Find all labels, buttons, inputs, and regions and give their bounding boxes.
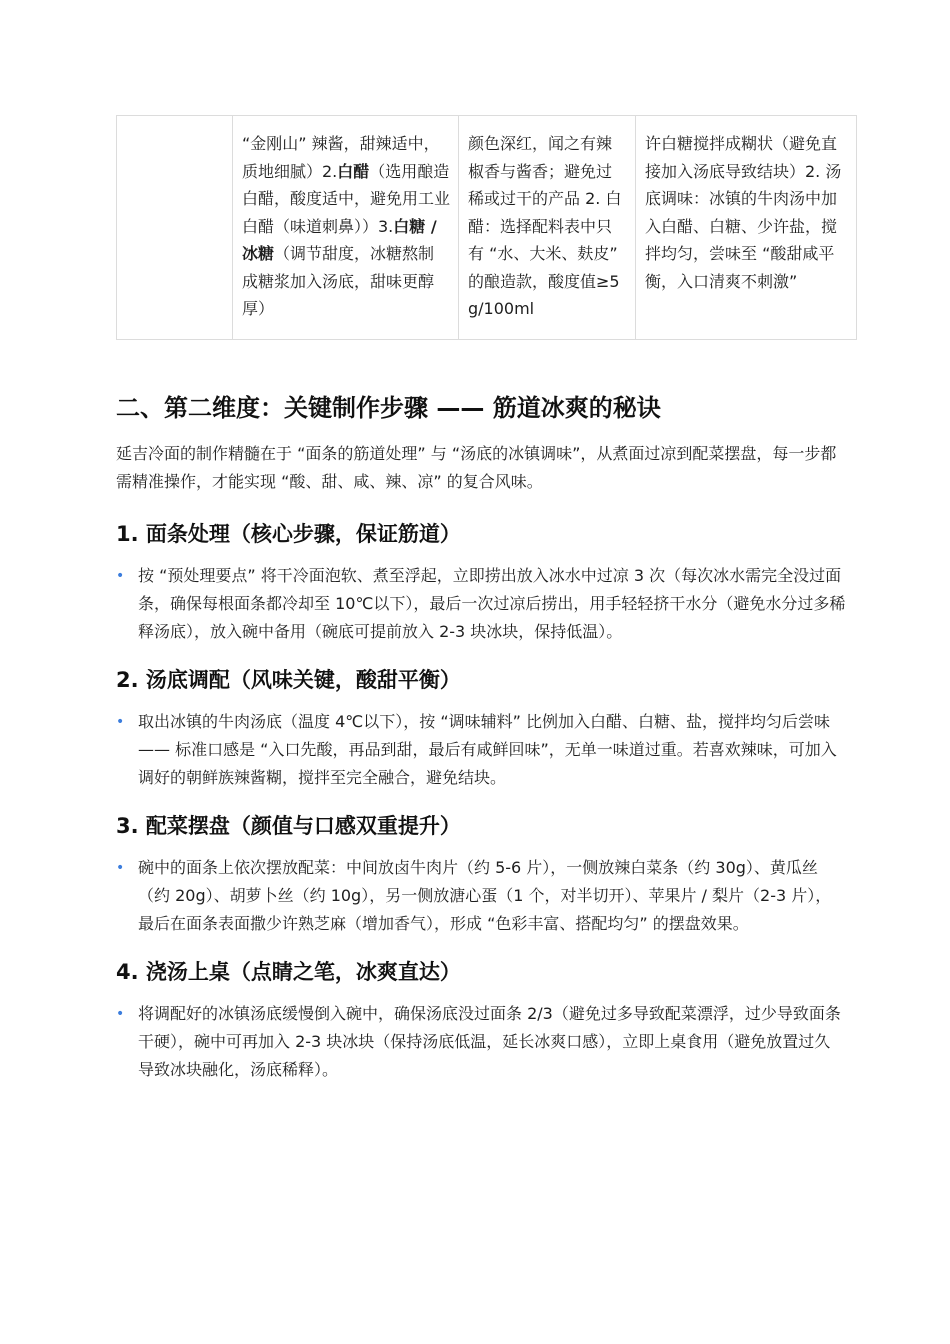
step-broth-mixing [116,664,846,792]
cell-text: “金刚山” 辣酱，甜辣适中，质地细腻）2. [242,134,440,181]
bullet-icon: • [116,568,125,584]
cell-bold-sugar: 白糖 / 冰糖 [242,216,437,263]
table-cell-category [117,116,233,340]
cell-text: （选用酿造白醋，酸度适中，避免用工业白醋（味道刺鼻））3. [242,161,451,236]
bullet-icon: • [116,714,125,730]
step-heading: 3. 配菜摆盘（颜值与口感双重提升） [116,814,461,838]
list-item-text: 将调配好的冰镇汤底缓慢倒入碗中，确保汤底没过面条 2/3（避免过多导致配菜漂浮，过少导致面条干硬），碗中可再加入 2-3 块冰块（保持汤底低温，延长冰爽口感），立即上桌食用（避免放置过久导致冰块融化，汤底稀释）。 [138,1004,841,1079]
table-cell-usage: 许白糖搅拌成糊状（避免直接加入汤底导致结块）2. 汤底调味：冰镇的牛肉汤中加入白醋、白糖、少许盐，搅拌均匀，尝味至 “酸甜咸平衡，入口清爽不刺激” [636,116,857,340]
cell-text: （调节甜度，冰糖熬制成糖浆加入汤底，甜味更醇厚） [242,244,435,318]
list-item [116,562,846,646]
step-heading: 4. 浇汤上桌（点睛之笔，冰爽直达） [116,960,461,984]
bullet-list [116,562,846,646]
bullet-list [116,1000,846,1084]
table-row [117,116,857,340]
document-body [116,390,846,1102]
table-cell-selection-tips: 颜色深红，闻之有辣椒香与酱香；避免过稀或过干的产品 2. 白醋：选择配料表中只有 “水、大米、麸皮” 的酿造款，酸度值≥5g/100ml [459,116,636,340]
step-heading: 2. 汤底调配（风味关键，酸甜平衡） [116,668,461,692]
bullet-icon: • [116,1006,125,1022]
step-plating [116,810,846,938]
bullet-list [116,708,846,792]
step-serving [116,956,846,1084]
section-intro: 延吉冷面的制作精髓在于 “面条的筋道处理” 与 “汤底的冰镇调味”，从煮面过凉到配菜摆盘，每一步都需精准操作，才能实现 “酸、甜、咸、辣、凉” 的复合风味。 [116,444,837,491]
ingredient-table [116,115,857,340]
list-item-text: 取出冰镇的牛肉汤底（温度 4℃以下），按 “调味辅料” 比例加入白醋、白糖、盐，搅拌均匀后尝味 —— 标准口感是 “入口先酸，再品到甜，最后有咸鲜回味”，无单一味道过重。若喜欢辣味，可加入调好的朝鲜族辣酱糊，搅拌至完全融合，避免结块。 [138,712,837,787]
bullet-icon: • [116,860,125,876]
step-heading: 1. 面条处理（核心步骤，保证筋道） [116,522,461,546]
table-cell-ingredients [233,116,459,340]
section-heading: 二、第二维度：关键制作步骤 —— 筋道冰爽的秘诀 [116,394,661,422]
list-item [116,854,846,938]
list-item-text: 碗中的面条上依次摆放配菜：中间放卤牛肉片（约 5-6 片），一侧放辣白菜条（约 30g）、黄瓜丝（约 20g）、胡萝卜丝（约 10g），另一侧放溏心蛋（1 个，对半切开）、苹果片 / 梨片（2-3 片），最后在面条表面撒少许熟芝麻（增加香气），形成 “色彩丰富、搭配均匀” 的摆盘效果。 [138,858,832,933]
list-item [116,1000,846,1084]
step-noodle-processing [116,518,846,646]
list-item [116,708,846,792]
list-item-text: 按 “预处理要点” 将干冷面泡软、煮至浮起，立即捞出放入冰水中过凉 3 次（每次冰水需完全没过面条，确保每根面条都冷却至 10℃以下），最后一次过凉后捞出，用手轻轻挤干水分（避免水分过多稀释汤底），放入碗中备用（碗底可提前放入 2-3 块冰块，保持低温）。 [138,566,846,641]
bullet-list [116,854,846,938]
cell-bold-vinegar: 白醋 [337,161,370,181]
ingredient-table-fragment [116,115,856,340]
